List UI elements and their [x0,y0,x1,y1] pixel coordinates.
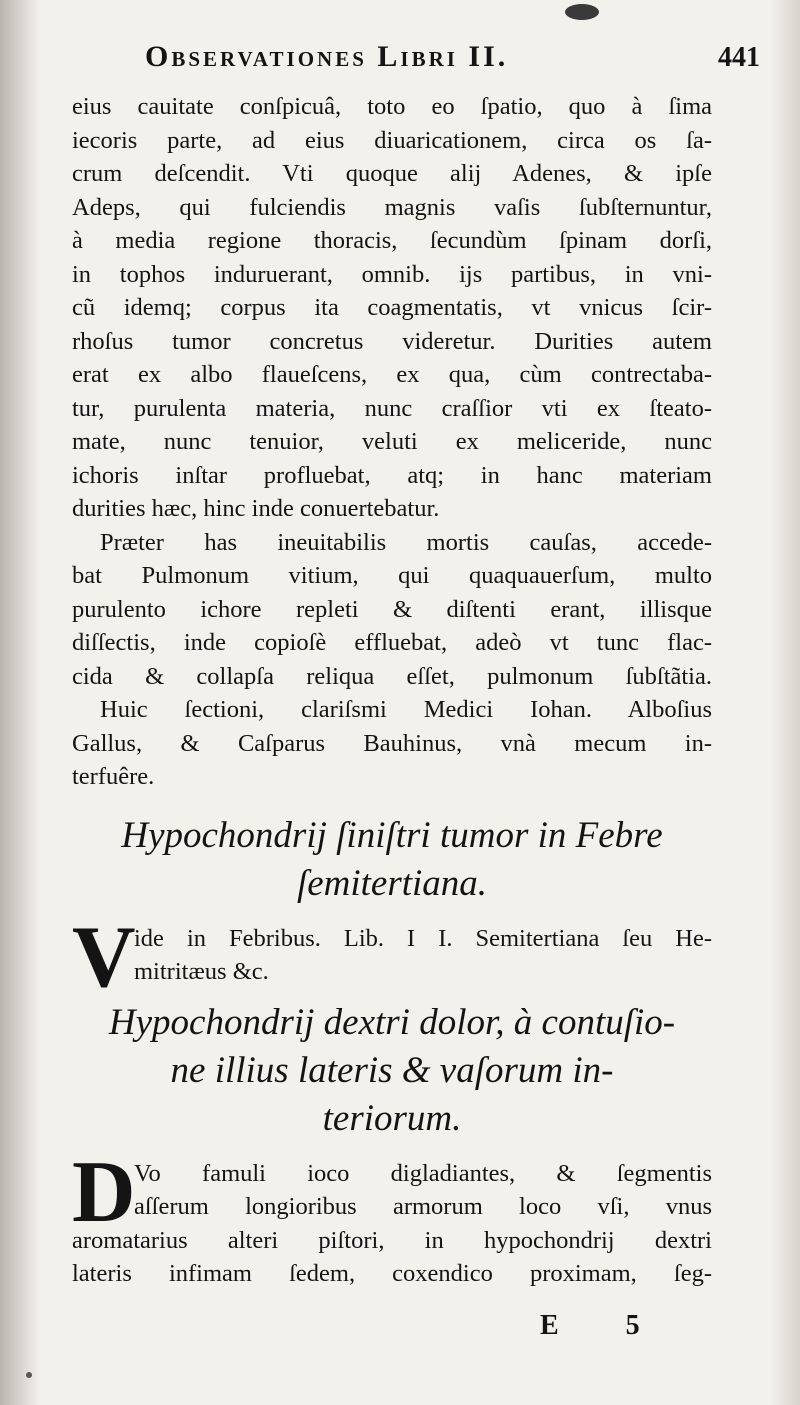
text-line: mate, nunc tenuior, veluti ex meliceride, nunc [72,428,712,455]
text-line: bat Pulmonum vitium, qui quaquauerſum, multo [72,562,712,589]
paragraph-3 [72,693,712,794]
text-line: Huic ſectioni, clariſsmi Medici Iohan. Alboſius [100,696,712,723]
drop-cap: D [72,1143,136,1241]
text-line: terfuêre. [72,763,155,790]
text-line: cũ idemq; corpus ita coagmentatis, vt vnicus ſcir- [72,294,712,321]
text-line: durities hæc, hinc inde conuertebatur. [72,495,440,522]
paragraph-5 [72,1143,712,1291]
heading-line: Hypochondrij ſiniſtri tumor in Febre [121,814,663,856]
paragraph-2 [72,526,712,694]
signature-mark: E 5 [540,1310,670,1341]
heading-line: ne illius lateris & vaſorum in- [170,1049,614,1091]
running-title: Observationes Libri II. [145,40,509,73]
text-line: ichoris inſtar profluebat, atq; in hanc materiam [72,461,712,489]
paragraph-4 [72,908,712,1006]
text-line: purulento ichore repleti & diſtenti erant, illisque [72,595,712,623]
text-line: iecoris parte, ad eius diuaricationem, circa os ſa- [72,126,712,154]
text-line: rhoſus tumor concretus videretur. Durities autem [72,327,712,355]
text-line: aromatarius alteri piſtori, in hypochondrij dextri [72,1226,712,1254]
text-line: lateris infimam ſedem, coxendico proximam, ſeg- [72,1260,712,1287]
text-line: cida & collapſa reliqua eſſet, pulmonum ſubſtãtia. [72,662,712,690]
paragraph-1 [72,90,712,526]
text-line: mitritæus &c. [134,958,269,985]
heading-line: teriorum. [322,1097,462,1139]
ink-speck [26,1372,32,1378]
section-heading-2 [72,999,712,1143]
body-text [72,90,712,1291]
heading-line: ſemitertiana. [296,862,488,904]
heading-line: Hypochondrij dextri dolor, à contuſio- [108,1001,676,1043]
text-line: crum deſcendit. Vti quoque alij Adenes, & ipſe [72,160,712,187]
section-heading-1 [72,812,712,908]
text-line: à media regione thoracis, ſecundùm ſpinam dorſi, [72,227,712,254]
page-number: 441 [718,42,760,73]
text-line: Præter has ineuitabilis mortis cauſas, accede- [100,528,712,556]
text-line: erat ex albo flaueſcens, ex qua, cùm contrectaba- [72,361,712,388]
ink-smudge [565,4,599,20]
text-line: Gallus, & Caſparus Bauhinus, vnà mecum in- [72,729,712,757]
running-head [145,40,760,80]
text-line: aſſerum longioribus armorum loco vſi, vnus [134,1193,712,1220]
text-line: eius cauitate conſpicuâ, toto eo ſpatio, quo à ſima [72,93,712,120]
text-line: Vo famuli ioco digladiantes, & ſegmentis [134,1159,712,1187]
text-line: diſſectis, inde copioſè effluebat, adeò vt tunc flac- [72,629,712,656]
text-line: tur, purulenta materia, nunc craſſior vti ex ſteato- [72,394,712,422]
text-line: Adeps, qui fulciendis magnis vaſis ſubſternuntur, [72,193,712,221]
text-line: ide in Febribus. Lib. I I. Semitertiana ſeu He- [134,924,712,952]
text-line: in tophos induruerant, omnib. ijs partibus, in vni- [72,260,712,288]
drop-cap: V [72,908,136,1006]
